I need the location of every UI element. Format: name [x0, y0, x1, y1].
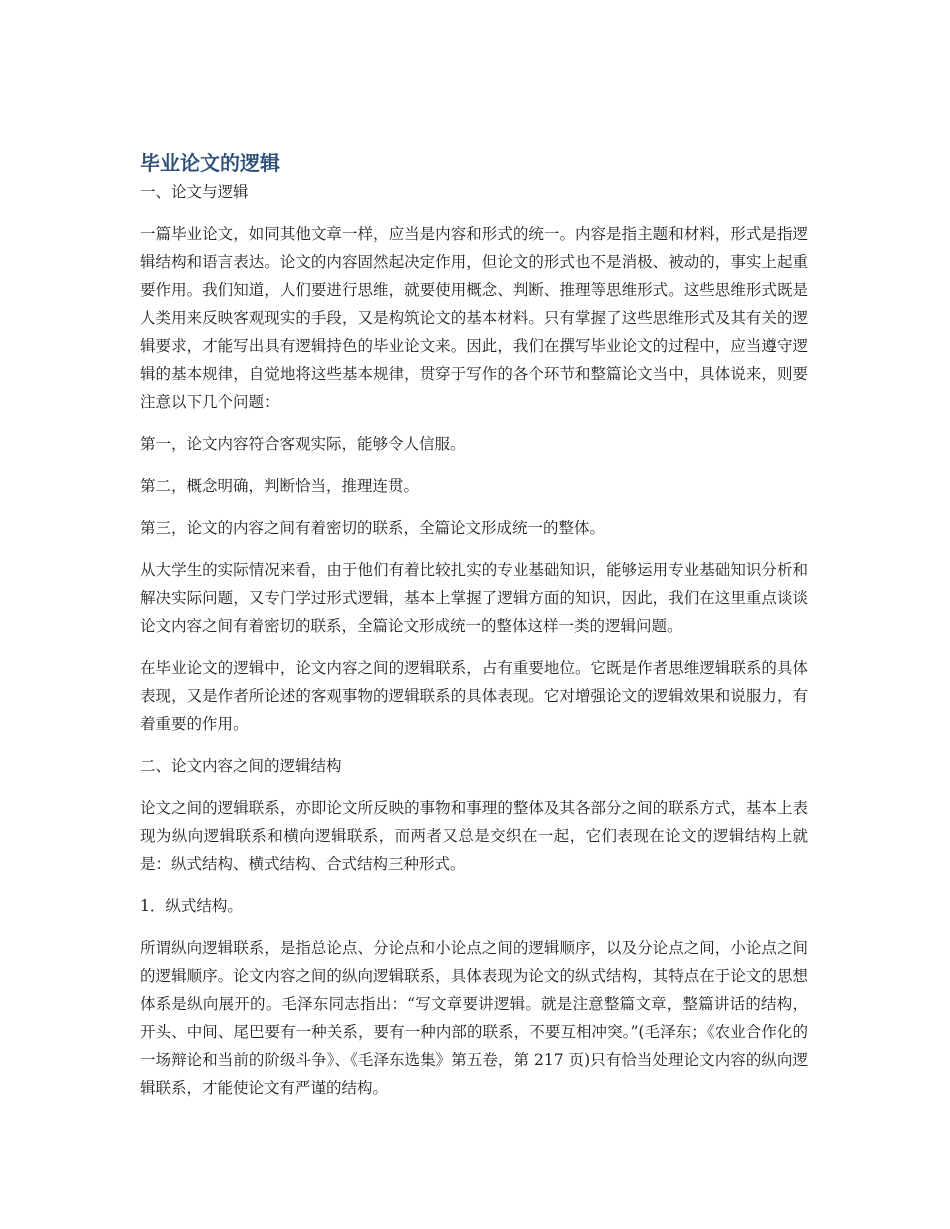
document-title: 毕业论文的逻辑 [140, 151, 280, 175]
point-1: 第一，论文内容符合客观实际，能够令人信服。 [140, 435, 466, 453]
paragraph-intro: 一篇毕业论文，如同其他文章一样，应当是内容和形式的统一。内容是指主题和材料，形式是指逻辑结构和语言表达。论文的内容固然起决定作用，但论文的形式也不是消极、被动的，事实上起重要作用。我们知道，人们要进行思维，就要使用概念、判断、推理等思维形式。这些思维形式既是人类用来反映客观现实的手段，又是构筑论文的基本材料。只有掌握了这些思维形式及其有关的逻辑要求，才能写出具有逻辑持色的毕业论文来。因此，我们在撰写毕业论文的过程中，应当遵守逻辑的基本规律，自觉地将这些基本规律，贯穿于写作的各个环节和整篇论文当中，具体说来，则要注意以下几个问题： [140, 225, 808, 411]
subsection-heading-vertical: 1．纵式结构。 [140, 897, 243, 915]
document-page [140, 148, 808, 1116]
section-heading-1: 一、论文与逻辑 [140, 183, 249, 201]
point-3: 第三，论文的内容之间有着密切的联系，全篇论文形成统一的整体。 [140, 519, 606, 537]
point-2: 第二，概念明确，判断恰当，推理连贯。 [140, 477, 420, 495]
paragraph-logic-role: 在毕业论文的逻辑中，论文内容之间的逻辑联系，占有重要地位。它既是作者思维逻辑联系的具体表现，又是作者所论述的客观事物的逻辑联系的具体表现。它对增强论文的逻辑效果和说服力，有着重要的作用。 [140, 659, 808, 733]
paragraph-vertical: 所谓纵向逻辑联系，是指总论点、分论点和小论点之间的逻辑顺序，以及分论点之间，小论点之间的逻辑顺序。论文内容之间的纵向逻辑联系，具体表现为论文的纵式结构，其特点在于论文的思想体系是纵向展开的。毛泽东同志指出：“写文章要讲逻辑。就是注意整篇文章，整篇讲话的结构，开头、中间、尾巴要有一种关系，要有一种内部的联系，不要互相冲突。”(毛泽东；《农业合作化的一场辩论和当前的阶级斗争》、《毛泽东选集》第五卷，第 217 页)只有恰当处理论文内容的纵向逻辑联系，才能使论文有严谨的结构。 [140, 939, 808, 1097]
section-heading-2: 二、论文内容之间的逻辑结构 [140, 757, 342, 775]
paragraph-structure: 论文之间的逻辑联系，亦即论文所反映的事物和事理的整体及其各部分之间的联系方式，基本上表现为纵向逻辑联系和横向逻辑联系，而两者又总是交织在一起，它们表现在论文的逻辑结构上就是：纵式结构、横式结构、合式结构三种形式。 [140, 799, 808, 873]
paragraph-students: 从大学生的实际情况来看，由于他们有着比较扎实的专业基础知识，能够运用专业基础知识分析和解决实际问题，又专门学过形式逻辑，基本上掌握了逻辑方面的知识，因此，我们在这里重点谈谈论文内容之间有着密切的联系，全篇论文形成统一的整体这样一类的逻辑问题。 [140, 561, 808, 635]
